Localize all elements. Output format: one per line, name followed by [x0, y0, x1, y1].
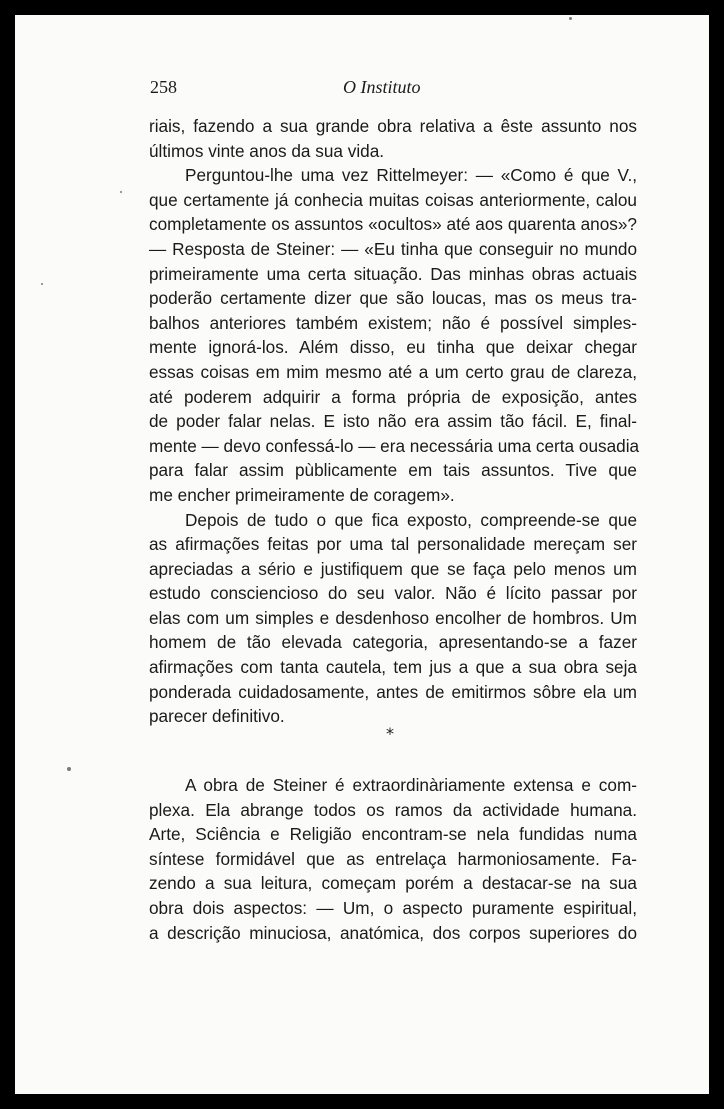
scan-speck — [41, 283, 43, 285]
text-line: síntese formidável que as entrelaça harmoniosamente. Fa- — [149, 848, 637, 869]
text-line: — Resposta de Steiner: — «Eu tinha que conseguir no mundo — [149, 238, 637, 259]
text-line: que certamente já conhecia muitas coisas anteriormente, calou — [149, 189, 637, 210]
page-header — [150, 77, 637, 103]
text-line: balhos anteriores também existem; não é possível simples- — [149, 312, 637, 333]
text-line: Perguntou-lhe uma vez Rittelmeyer: — «Como é que V., — [185, 165, 637, 186]
text-line: Arte, Sciência e Religião encontram-se nela fundidas numa — [149, 824, 637, 845]
text-line: riais, fazendo a sua grande obra relativa a êste assunto nos — [149, 116, 637, 136]
text-line: A obra de Steiner é extraordinàriamente extensa e com- — [185, 775, 637, 795]
book-page — [15, 15, 709, 1094]
text-line: parecer definitivo. — [149, 706, 285, 727]
text-line: as afirmações feitas por uma tal personalidade mereçam ser — [149, 534, 637, 555]
text-line: de poder falar nelas. E isto não era assim tão fácil. E, final- — [149, 411, 637, 432]
section-separator-asterisk: * — [386, 724, 394, 743]
text-line: mente — devo confessá-lo — era necessária uma certa ousadia — [149, 435, 640, 456]
text-line: afirmações com tanta cautela, tem jus a que a sua obra seja — [149, 657, 637, 678]
body-text-top — [149, 114, 640, 729]
text-line: ponderada cuidadosamente, antes de emitirmos sôbre ela um — [149, 681, 637, 702]
text-line: primeiramente uma certa situação. Das minhas obras actuais — [149, 263, 637, 284]
text-line: homem de tão elevada categoria, apresentando-se a fazer — [149, 632, 637, 653]
text-line: a descrição minuciosa, anatómica, dos corpos superiores do — [149, 922, 637, 943]
text-line: para falar assim pùblicamente em tais assuntos. Tive que — [149, 460, 637, 481]
text-line: plexa. Ela abrange todos os ramos da actividade humana. — [149, 799, 637, 820]
text-line: estudo consciencioso do seu valor. Não é lícito passar por — [149, 583, 637, 604]
text-line: completamente os assuntos «ocultos» até aos quarenta anos»? — [149, 214, 637, 235]
text-line: poderão certamente dizer que são loucas, mas os meus tra- — [149, 288, 637, 309]
scan-speck — [67, 767, 71, 771]
scan-speck — [120, 191, 122, 193]
text-line: essas coisas em mim mesmo até a um certo grau de clareza, — [149, 361, 637, 382]
text-line: apreciadas a sério e justifiquem que se faça pelo menos um — [149, 558, 637, 579]
page-number: 258 — [150, 77, 177, 97]
text-line: me encher primeiramente de coragem». — [149, 484, 455, 505]
text-line: últimos vinte anos da sua vida. — [149, 140, 385, 161]
body-text-bottom — [149, 773, 637, 945]
text-line: mente ignorá-los. Além disso, eu tinha que deixar chegar — [149, 337, 637, 358]
text-line: até poderem adquirir a forma própria de exposição, antes — [149, 386, 637, 407]
scan-speck — [569, 17, 572, 20]
text-line: zendo a sua leitura, começam porém a destacar-se na sua — [149, 873, 637, 894]
text-line: obra dois aspectos: — Um, o aspecto puramente espiritual, — [149, 897, 637, 918]
text-line: elas com um simples e desdenhoso encolher de hombros. Um — [149, 607, 637, 628]
text-line: Depois de tudo o que fica exposto, compreende-se que — [185, 509, 637, 530]
running-title: O Instituto — [343, 77, 421, 97]
